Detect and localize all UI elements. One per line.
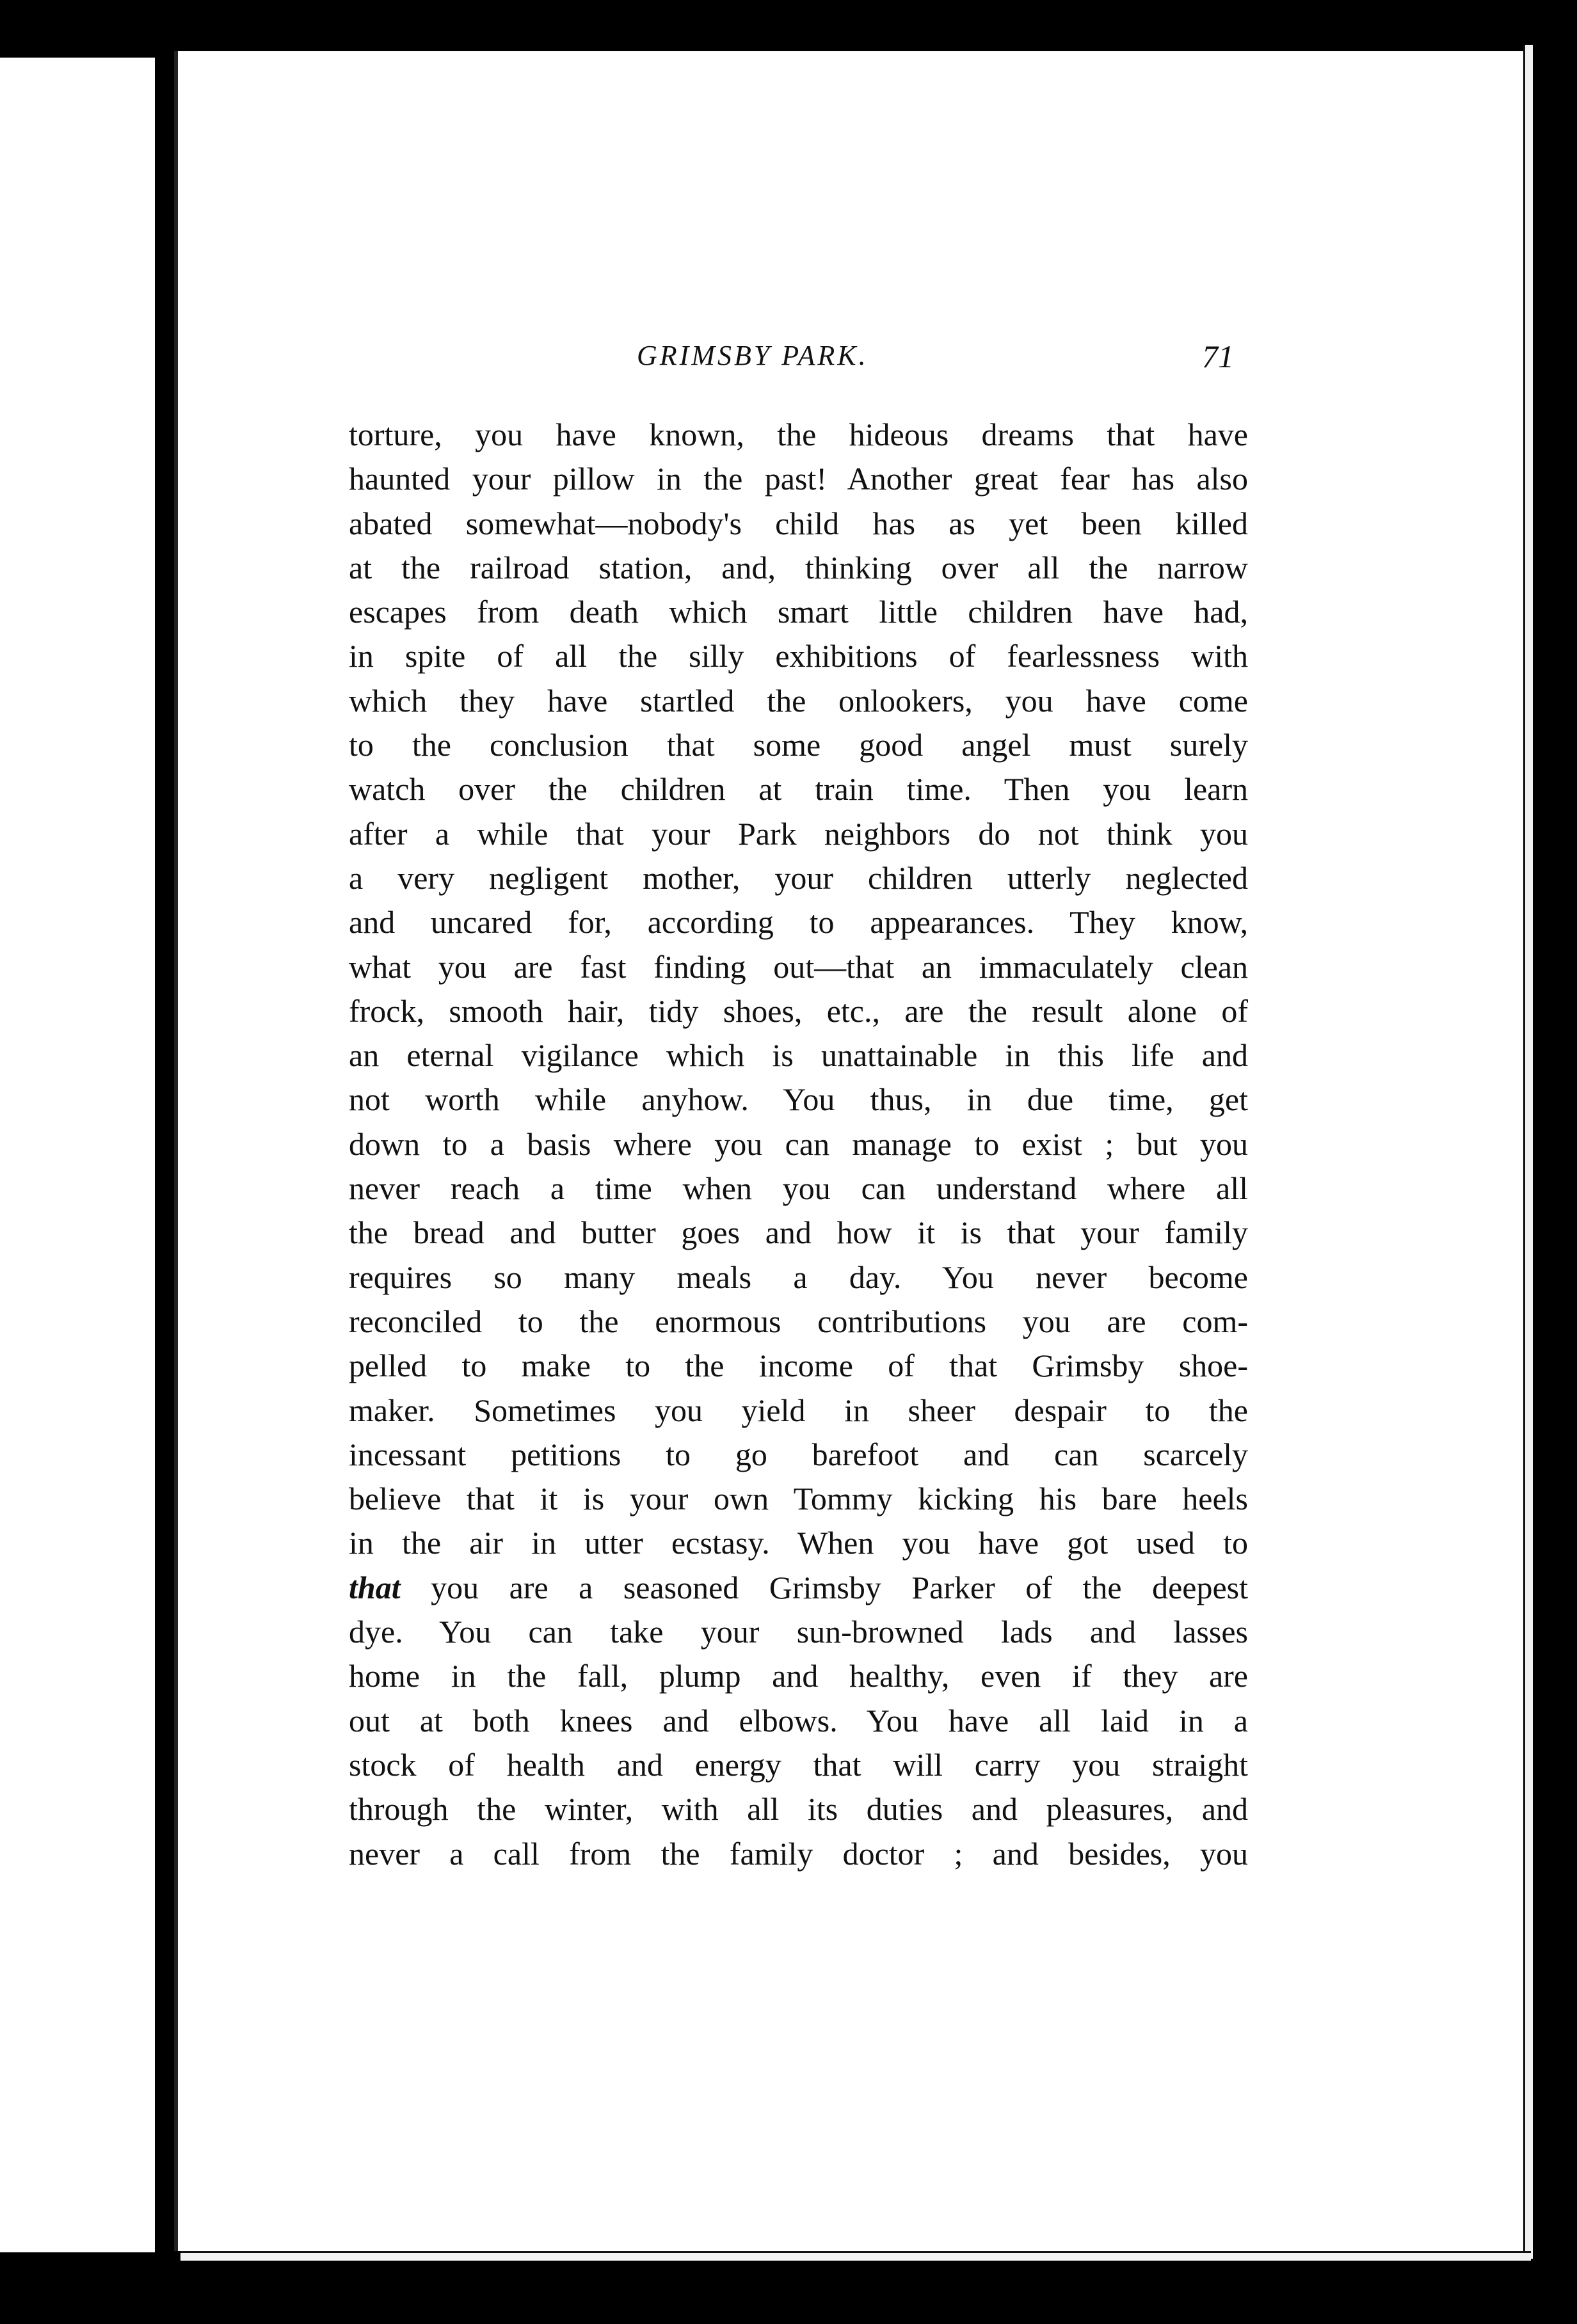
text-line: in the air in utter ecstasy. When you have got used to [349, 1525, 1248, 1561]
text-line: incessant petitions to go barefoot and can scarcely [349, 1436, 1248, 1472]
book-gutter [155, 38, 174, 2278]
text-line: at the railroad station, and, thinking over all the narrow [349, 549, 1248, 585]
text-line: stock of health and energy that will carry you straight [349, 1746, 1248, 1783]
page-fore-edge [1523, 45, 1533, 2259]
text-line: which they have startled the onlookers, you have come [349, 682, 1248, 719]
text-line-emphasis [349, 1566, 1248, 1610]
text-line: never a call from the family doctor ; and besides, you [349, 1835, 1248, 1872]
text-line: a very negligent mother, your children utterly neglected [349, 859, 1248, 896]
text-line: after a while that your Park neighbors do not think you [349, 815, 1248, 852]
text-line: reconciled to the enormous contributions you are com- [349, 1303, 1248, 1339]
text-line: pelled to make to the income of that Grimsby shoe- [349, 1348, 1248, 1384]
text-line: to the conclusion that some good angel must surely [349, 727, 1248, 763]
text-line: never reach a time when you can understand where all [349, 1170, 1248, 1207]
italic-word: that [349, 1569, 401, 1605]
facing-page-edge [0, 58, 155, 2252]
text-line: watch over the children at train time. Then you learn [349, 771, 1248, 808]
text-line: out at both knees and elbows. You have all laid in a [349, 1702, 1248, 1739]
text-line: not worth while anyhow. You thus, in due time, get [349, 1081, 1248, 1118]
text-line: down to a basis where you can manage to exist ; but you [349, 1126, 1248, 1162]
text-line: requires so many meals a day. You never become [349, 1259, 1248, 1295]
text-line: believe that it is your own Tommy kicking his bare heels [349, 1481, 1248, 1517]
text-line: the bread and butter goes and how it is that your family [349, 1214, 1248, 1251]
page-number: 71 [1202, 338, 1234, 374]
text-line: an eternal vigilance which is unattainable in this life and [349, 1037, 1248, 1074]
body-text [349, 413, 1248, 1876]
text-line: through the winter, with all its duties and pleasures, and [349, 1791, 1248, 1827]
text-line: in spite of all the silly exhibitions of fearlessness with [349, 638, 1248, 674]
text-line: dye. You can take your sun-browned lads and lasses [349, 1614, 1248, 1650]
text-line: frock, smooth hair, tidy shoes, etc., are the result alone of [349, 992, 1248, 1029]
page-bottom-edge [180, 2251, 1531, 2261]
text-line: maker. Sometimes you yield in sheer despair to the [349, 1392, 1248, 1428]
text-line: and uncared for, according to appearances. They know, [349, 904, 1248, 941]
text-line: haunted your pillow in the past! Another great fear has also [349, 461, 1248, 497]
text-line: torture, you have known, the hideous dreams that have [349, 417, 1248, 452]
text-line-rest: you are a seasoned Grimsby Parker of the deepest [400, 1569, 1248, 1605]
text-line: what you are fast finding out—that an immaculately clean [349, 948, 1248, 985]
text-line: abated somewhat—nobody's child has as yet been killed [349, 505, 1248, 541]
text-line: escapes from death which smart little children have had, [349, 594, 1248, 630]
text-line: home in the fall, plump and healthy, even if they are [349, 1658, 1248, 1694]
running-title: GRIMSBY PARK. [637, 340, 869, 371]
